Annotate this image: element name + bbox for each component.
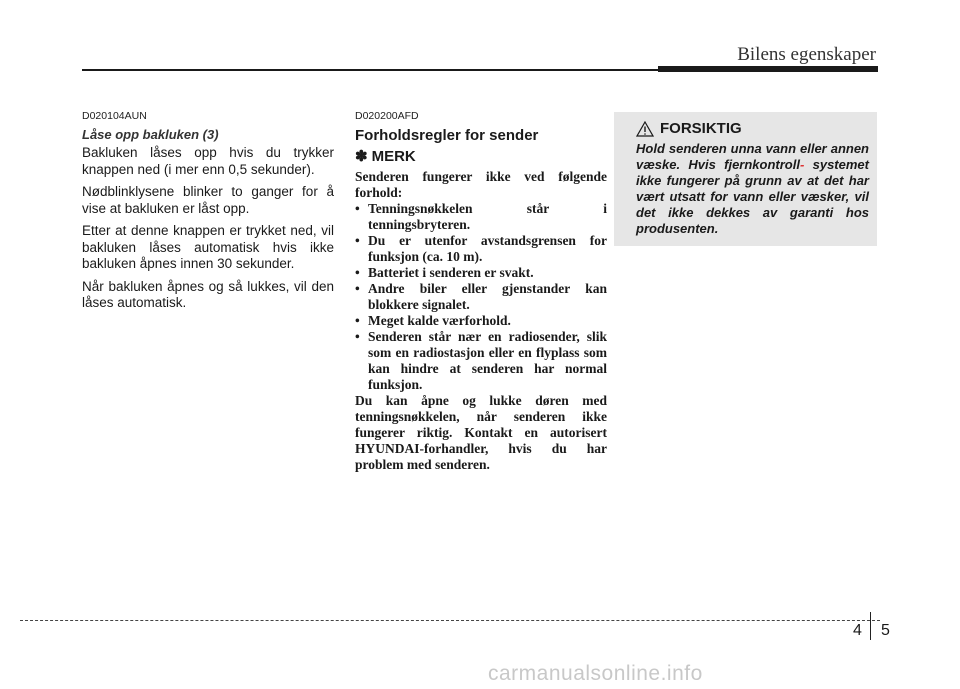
list-item: • Senderen står nær en radiosender, slik som en radiostasjon eller en flyplass som kan hindre at senderen har normal funksjon. — [355, 329, 607, 393]
note-label — [355, 147, 607, 165]
page-number: 5 — [881, 622, 890, 639]
note-label-text: MERK — [371, 147, 416, 165]
header-rule-thick — [658, 66, 878, 72]
note-bullet-list — [355, 201, 607, 393]
subheading: Låse opp bakluken (3) — [82, 127, 219, 142]
paragraph: Etter at denne knappen er trykket ned, vil bakluken låses automatisk hvis ikke bakluken åpnes innen 30 sekunder. — [82, 223, 334, 271]
watermark: carmanualsonline.info — [488, 662, 703, 685]
list-item: • Du er utenfor avstandsgrensen for funksjon (ca. 10 m). — [355, 233, 607, 265]
caution-header — [636, 120, 869, 137]
paragraph: Nødblinklysene blinker to ganger for å vise at bakluken er låst opp. — [82, 184, 334, 216]
warning-triangle-icon — [636, 121, 654, 137]
footer-divider — [870, 612, 871, 640]
section-code: D020200AFD — [355, 110, 419, 122]
note-closing: Du kan åpne og lukke døren med tenningsnøkkelen, når senderen ikke fungerer riktig. Kontakt en autorisert HYUNDAI-forhandler, hvis du har problem med senderen. — [355, 393, 607, 472]
list-item: • Tenningsnøkkelen står i tenningsbryteren. — [355, 201, 607, 233]
caution-title: FORSIKTIG — [660, 120, 742, 137]
left-column — [82, 110, 334, 318]
note-star-icon: ✽ — [355, 148, 368, 165]
header-title: Bilens egenskaper — [737, 44, 876, 65]
middle-column — [355, 110, 607, 473]
caution-text-part-b: systemet ikke fungerer på grunn av at det har vært utsatt for vann eller væsker, vil det ikke dekkes av garanti hos produsenten. — [636, 157, 869, 236]
paragraph: Når bakluken åpnes og så lukkes, vil den låses automatisk. — [82, 278, 334, 310]
list-item: • Batteriet i senderen er svakt. — [355, 265, 607, 281]
section-heading: Forholdsregler for sender — [355, 127, 539, 144]
list-item: • Meget kalde værforhold. — [355, 313, 607, 329]
footer-rule — [20, 620, 880, 621]
caution-hyphen: - — [799, 157, 805, 172]
caution-text — [636, 141, 869, 237]
header-rule-thin — [82, 69, 662, 71]
note-intro: Senderen fungerer ikke ved følgende forhold: — [355, 169, 607, 200]
caution-box — [614, 112, 877, 246]
list-item: • Andre biler eller gjenstander kan blokkere signalet. — [355, 281, 607, 313]
paragraph: Bakluken låses opp hvis du trykker knappen ned (i mer enn 0,5 sekunder). — [82, 145, 334, 177]
section-number: 4 — [853, 622, 862, 639]
caution-text-part-a: Hold senderen unna vann eller annen væske. Hvis fjernkontroll — [636, 141, 869, 172]
section-code: D020104AUN — [82, 110, 147, 122]
